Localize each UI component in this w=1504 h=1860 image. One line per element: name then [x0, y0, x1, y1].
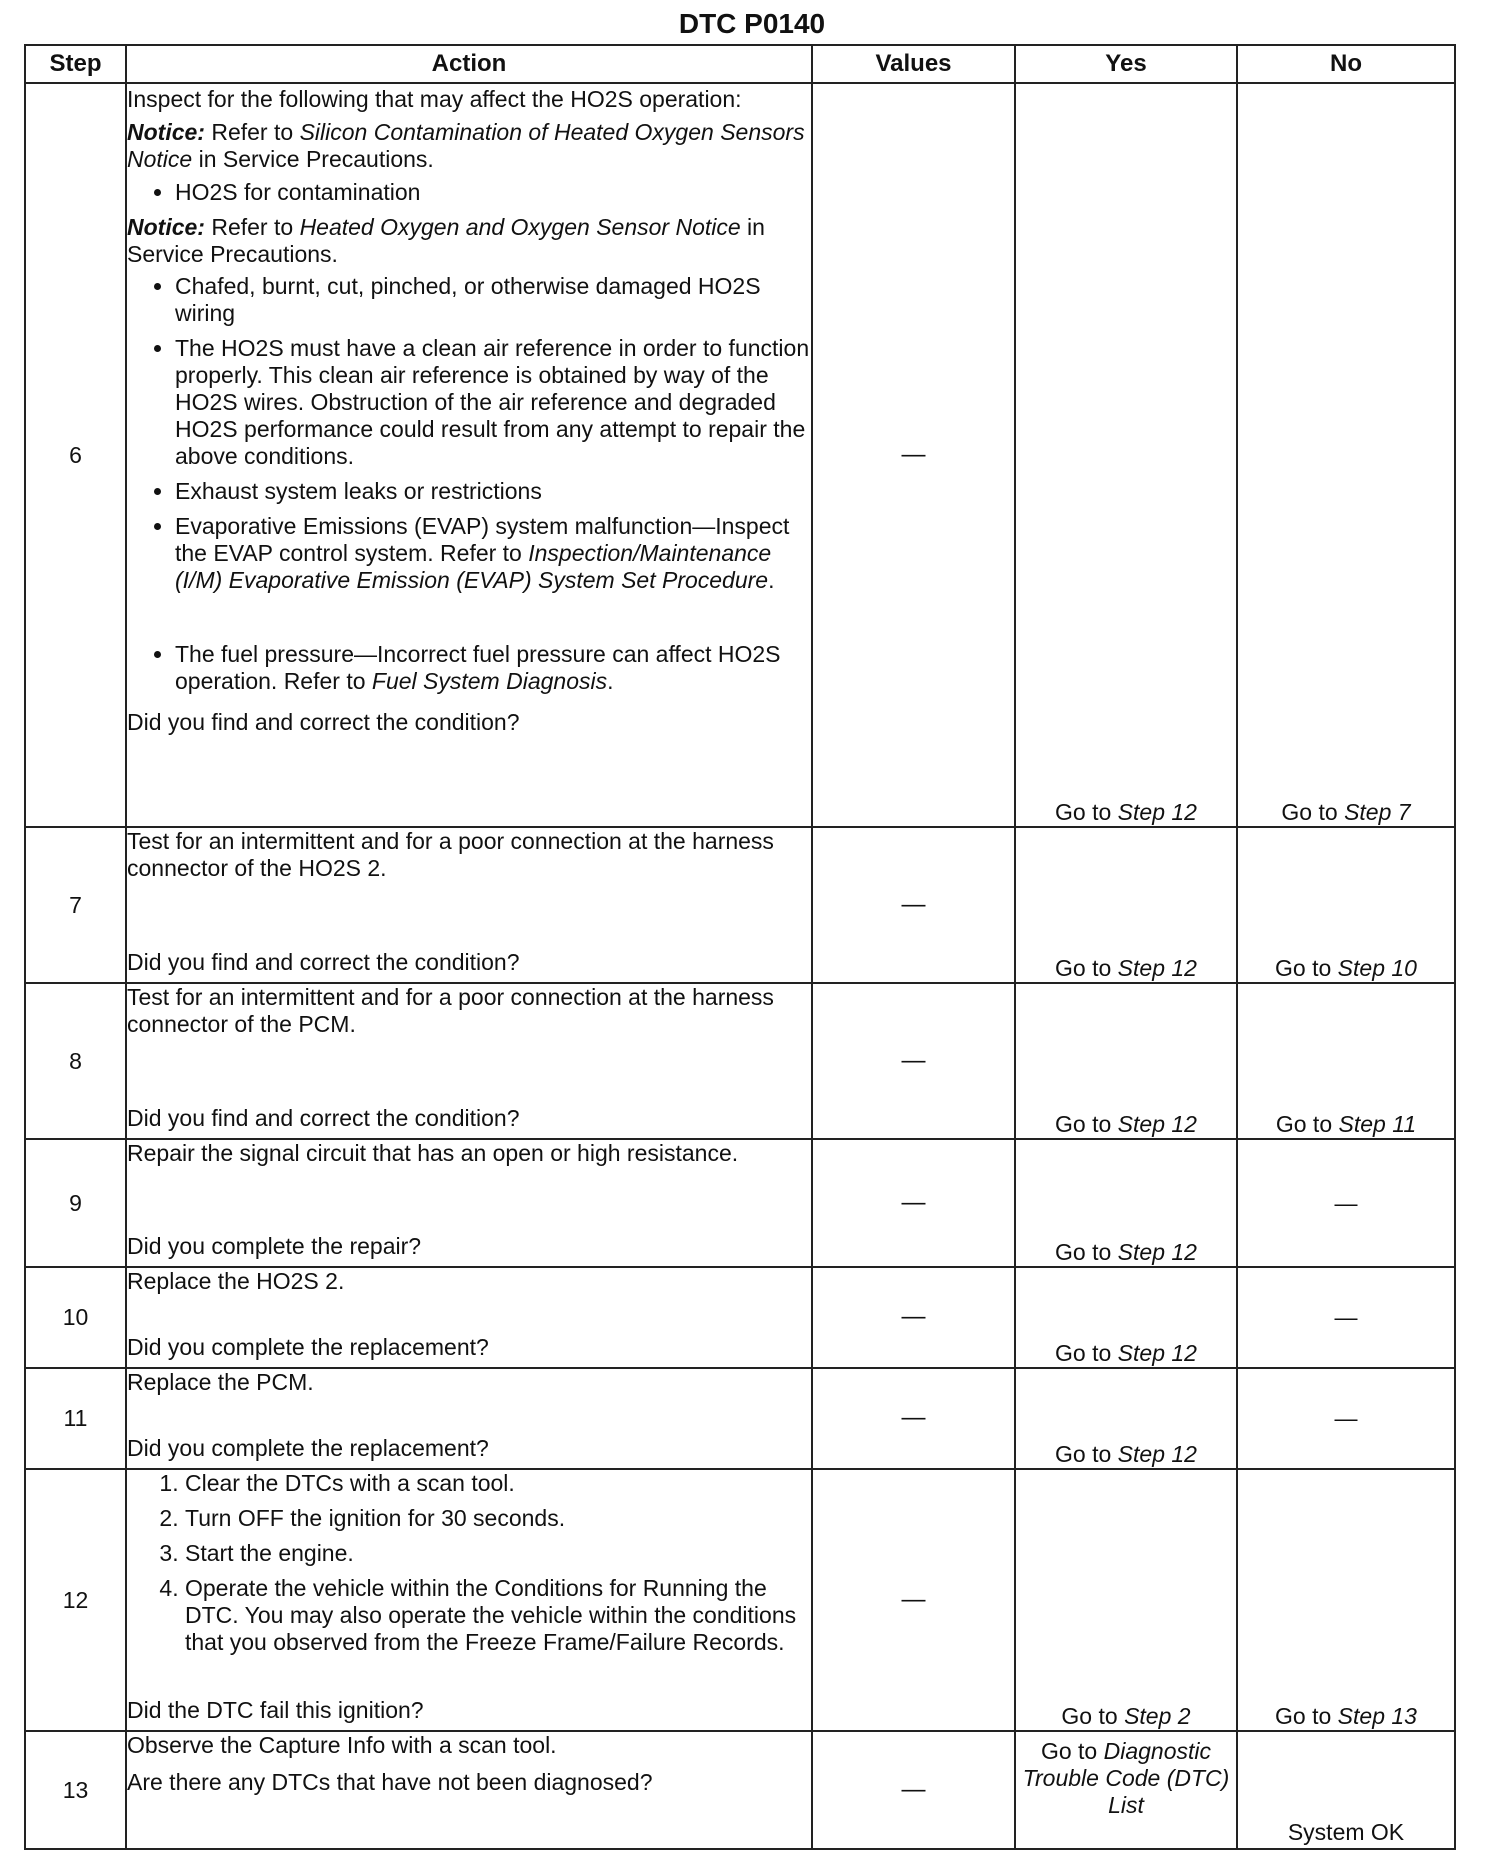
dtc-table	[24, 44, 1456, 1850]
list-item: 4. Operate the vehicle within the Conditions for Running the DTC. You may also operate the vehicle within the conditions that you observed from the Freeze Frame/Failure Records.	[185, 1575, 811, 1656]
go-to-text: Go to	[1040, 1738, 1104, 1764]
value-cell: —	[812, 83, 1015, 827]
notice-label: Notice:	[127, 213, 205, 240]
list-item: • HO2S for contamination	[175, 179, 811, 206]
step-number: 8	[25, 983, 126, 1139]
header-action: Action	[126, 45, 812, 83]
no-step-link[interactable]: Step 7	[1344, 799, 1411, 826]
notice-reference-link[interactable]: Heated Oxygen and Oxygen Sensor Notice	[299, 213, 741, 240]
go-to-text: Go to	[1061, 1703, 1118, 1730]
page-title: DTC P0140	[678, 8, 826, 39]
yes-cell	[1015, 1368, 1237, 1469]
go-to-text: Go to	[1055, 799, 1112, 826]
step-number: 13	[25, 1731, 126, 1849]
action-text: Replace the PCM.	[127, 1369, 314, 1395]
notice-text	[127, 119, 811, 173]
no-cell	[1237, 1731, 1455, 1849]
value-cell: —	[812, 827, 1015, 983]
value-cell: —	[812, 1469, 1015, 1731]
go-to-text: Go to	[1055, 1441, 1112, 1468]
action-cell	[126, 83, 812, 827]
list-item: 2. Turn OFF the ignition for 30 seconds.	[185, 1505, 811, 1532]
notice-pre: Refer to	[204, 118, 300, 145]
yes-cell	[1015, 83, 1237, 827]
action-question: Did you find and correct the condition?	[127, 949, 520, 976]
bullet-list	[127, 179, 811, 206]
action-text: Repair the signal circuit that has an open or high resistance.	[127, 1140, 739, 1166]
action-cell	[126, 1139, 812, 1267]
numbered-list	[127, 1470, 811, 1663]
go-to-text: Go to	[1055, 1340, 1112, 1367]
bullet-list	[127, 273, 811, 695]
yes-cell	[1015, 1469, 1237, 1731]
header-values: Values	[812, 45, 1015, 83]
dtc-list-link[interactable]: Diagnostic Trouble Code (DTC) List	[1022, 1738, 1230, 1818]
header-no: No	[1237, 45, 1455, 83]
action-question: Did the DTC fail this ignition?	[127, 1697, 424, 1724]
go-to-text: Go to	[1055, 1111, 1112, 1138]
go-to-text: Go to	[1055, 955, 1112, 982]
yes-step-link[interactable]: Step 12	[1117, 1441, 1197, 1468]
action-cell	[126, 983, 812, 1139]
no-cell	[1237, 827, 1455, 983]
list-item: • Exhaust system leaks or restrictions	[175, 478, 811, 505]
go-to-text: Go to	[1275, 955, 1332, 982]
action-cell	[126, 1267, 812, 1368]
list-item: • The HO2S must have a clean air reference in order to function properly. This clean air reference is obtained by way of the HO2S wires. Obstruction of the air reference and degraded HO2S performance could result from any attempt to repair the above conditions.	[175, 335, 811, 470]
no-cell	[1237, 1469, 1455, 1731]
list-item	[175, 513, 811, 594]
yes-cell	[1015, 1267, 1237, 1368]
no-step-link[interactable]: Step 13	[1337, 1703, 1417, 1730]
notice-text	[127, 214, 811, 268]
value-cell: —	[812, 983, 1015, 1139]
step-number: 10	[25, 1267, 126, 1368]
header-yes: Yes	[1015, 45, 1237, 83]
action-cell	[126, 1731, 812, 1849]
bullet-text: .	[607, 668, 614, 695]
action-question: Did you find and correct the condition?	[127, 709, 520, 736]
action-question: Did you find and correct the condition?	[127, 1105, 520, 1132]
value-cell: —	[812, 1267, 1015, 1368]
yes-step-link[interactable]: Step 12	[1117, 955, 1197, 982]
action-cell	[126, 1469, 812, 1731]
notice-label: Notice:	[127, 118, 205, 145]
no-cell	[1237, 83, 1455, 827]
bullet-text: The fuel pressure—Incorrect fuel pressure can affect HO2S operation. Refer to	[175, 641, 781, 695]
action-text: Observe the Capture Info with a scan tool.	[127, 1732, 557, 1758]
reference-link[interactable]: Fuel System Diagnosis	[371, 668, 608, 695]
yes-step-link[interactable]: Step 12	[1117, 1239, 1197, 1266]
no-step-link[interactable]: Step 11	[1338, 1111, 1417, 1138]
table-row-step-13	[25, 1731, 1455, 1849]
step-number: 6	[25, 83, 126, 827]
yes-cell	[1015, 983, 1237, 1139]
table-header-row	[25, 45, 1455, 83]
action-question: Did you complete the replacement?	[127, 1334, 489, 1361]
no-cell: —	[1237, 1267, 1455, 1368]
table-row-step-9	[25, 1139, 1455, 1267]
bullet-text: .	[768, 566, 775, 593]
action-cell	[126, 1368, 812, 1469]
notice-reference-link[interactable]: Silicon Contamination of Heated Oxygen Sensors Notice	[127, 118, 805, 172]
table-row-step-10	[25, 1267, 1455, 1368]
go-to-text: Go to	[1275, 1111, 1333, 1138]
no-step-link[interactable]: Step 10	[1337, 955, 1417, 982]
spacer	[175, 601, 811, 633]
list-item	[175, 641, 811, 695]
action-question: Did you complete the repair?	[127, 1233, 422, 1260]
no-cell	[1237, 983, 1455, 1139]
bullet-text: Evaporative Emissions (EVAP) system malfunction—Inspect the EVAP control system. Refer to	[175, 512, 790, 566]
reference-link[interactable]: Inspection/Maintenance (I/M) Evaporative Emission (EVAP) System Set Procedure	[175, 539, 772, 593]
step-number: 12	[25, 1469, 126, 1731]
table-row-step-7	[25, 827, 1455, 983]
action-question: Are there any DTCs that have not been diagnosed?	[127, 1768, 653, 1795]
yes-cell	[1015, 1139, 1237, 1267]
go-to-text: Go to	[1055, 1239, 1112, 1266]
list-item: 1. Clear the DTCs with a scan tool.	[185, 1470, 811, 1497]
table-row-step-6	[25, 83, 1455, 827]
value-cell: —	[812, 1139, 1015, 1267]
system-ok-text: System OK	[1287, 1819, 1405, 1846]
go-to-text: Go to	[1281, 799, 1338, 826]
yes-step-link[interactable]: Step 2	[1124, 1703, 1191, 1730]
action-question: Did you complete the replacement?	[127, 1435, 489, 1462]
step-number: 9	[25, 1139, 126, 1267]
yes-cell	[1015, 1731, 1237, 1849]
step-number: 11	[25, 1368, 126, 1469]
list-item: • Chafed, burnt, cut, pinched, or otherwise damaged HO2S wiring	[175, 273, 811, 327]
yes-cell	[1015, 827, 1237, 983]
notice-post: in Service Precautions.	[127, 213, 765, 267]
action-cell	[126, 827, 812, 983]
notice-post: in Service Precautions.	[192, 145, 434, 172]
table-row-step-12	[25, 1469, 1455, 1731]
action-text: Test for an intermittent and for a poor connection at the harness connector of the PCM.	[127, 984, 774, 1037]
list-item: 3. Start the engine.	[185, 1540, 811, 1567]
go-to-text: Go to	[1275, 1703, 1332, 1730]
action-text: Inspect for the following that may affect the HO2S operation:	[127, 86, 742, 112]
action-text: Test for an intermittent and for a poor connection at the harness connector of the HO2S 2.	[127, 828, 774, 881]
table-row-step-8	[25, 983, 1455, 1139]
yes-step-link[interactable]: Step 12	[1117, 1111, 1197, 1138]
value-cell: —	[812, 1731, 1015, 1849]
header-step: Step	[25, 45, 126, 83]
yes-step-link[interactable]: Step 12	[1117, 1340, 1197, 1367]
action-text: Replace the HO2S 2.	[127, 1268, 345, 1294]
value-cell: —	[812, 1368, 1015, 1469]
yes-step-link[interactable]: Step 12	[1117, 799, 1197, 826]
step-number: 7	[25, 827, 126, 983]
no-cell: —	[1237, 1368, 1455, 1469]
table-row-step-11	[25, 1368, 1455, 1469]
no-cell: —	[1237, 1139, 1455, 1267]
notice-pre: Refer to	[204, 213, 300, 240]
